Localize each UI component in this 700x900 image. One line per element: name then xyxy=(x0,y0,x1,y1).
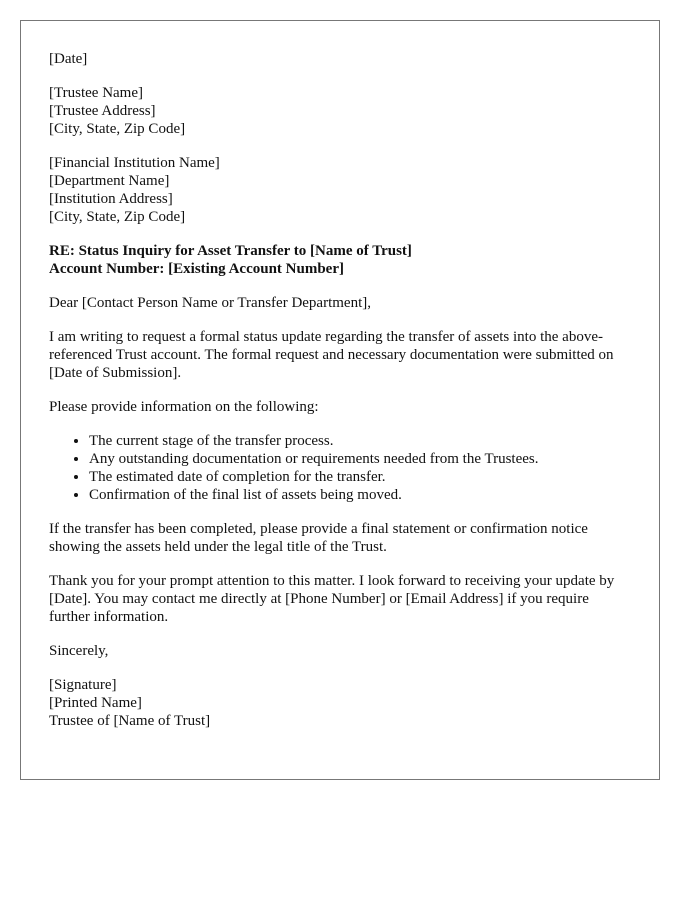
request-lead-paragraph: Please provide information on the following: xyxy=(49,399,319,415)
list-item: • Any outstanding documentation or requirements needed from the Trustees. xyxy=(89,450,631,468)
signer-title: Trustee of [Name of Trust] xyxy=(49,713,211,729)
subject-block xyxy=(49,242,631,278)
signature-placeholder: [Signature] xyxy=(49,677,117,693)
trustee-name: [Trustee Name] xyxy=(49,85,144,101)
printed-name: [Printed Name] xyxy=(49,695,142,711)
letter-date: [Date] xyxy=(49,51,88,67)
list-item: • The current stage of the transfer process. xyxy=(89,432,631,450)
institution-city-state-zip: [City, State, Zip Code] xyxy=(49,209,186,225)
subject-account-line: Account Number: [Existing Account Number] xyxy=(49,261,344,277)
letter-page xyxy=(20,20,660,780)
institution-address: [Institution Address] xyxy=(49,191,173,207)
intro-paragraph: I am writing to request a formal status update regarding the transfer of assets into the above-referenced Trust account. The formal request and necessary documentation were submitted on [Date of Submission]. xyxy=(49,329,614,381)
trustee-address-block xyxy=(49,84,631,138)
subject-re-line: RE: Status Inquiry for Asset Transfer to [Name of Trust] xyxy=(49,243,412,259)
signature-block xyxy=(49,676,631,730)
salutation: Dear [Contact Person Name or Transfer Department], xyxy=(49,295,371,311)
institution-address-block xyxy=(49,154,631,226)
list-item: • Confirmation of the final list of assets being moved. xyxy=(89,486,631,504)
request-list xyxy=(49,432,631,504)
list-item: • The estimated date of completion for the transfer. xyxy=(89,468,631,486)
closing-paragraph: Thank you for your prompt attention to this matter. I look forward to receiving your update by [Date]. You may contact me directly at [Phone Number] or [Email Address] if you require further information. xyxy=(49,573,615,625)
trustee-city-state-zip: [City, State, Zip Code] xyxy=(49,121,186,137)
institution-department: [Department Name] xyxy=(49,173,170,189)
trustee-address: [Trustee Address] xyxy=(49,103,156,119)
date-block xyxy=(49,50,631,68)
complimentary-close: Sincerely, xyxy=(49,643,109,659)
completed-paragraph: If the transfer has been completed, please provide a final statement or confirmation notice showing the assets held under the legal title of the Trust. xyxy=(49,521,588,555)
institution-name: [Financial Institution Name] xyxy=(49,155,220,171)
